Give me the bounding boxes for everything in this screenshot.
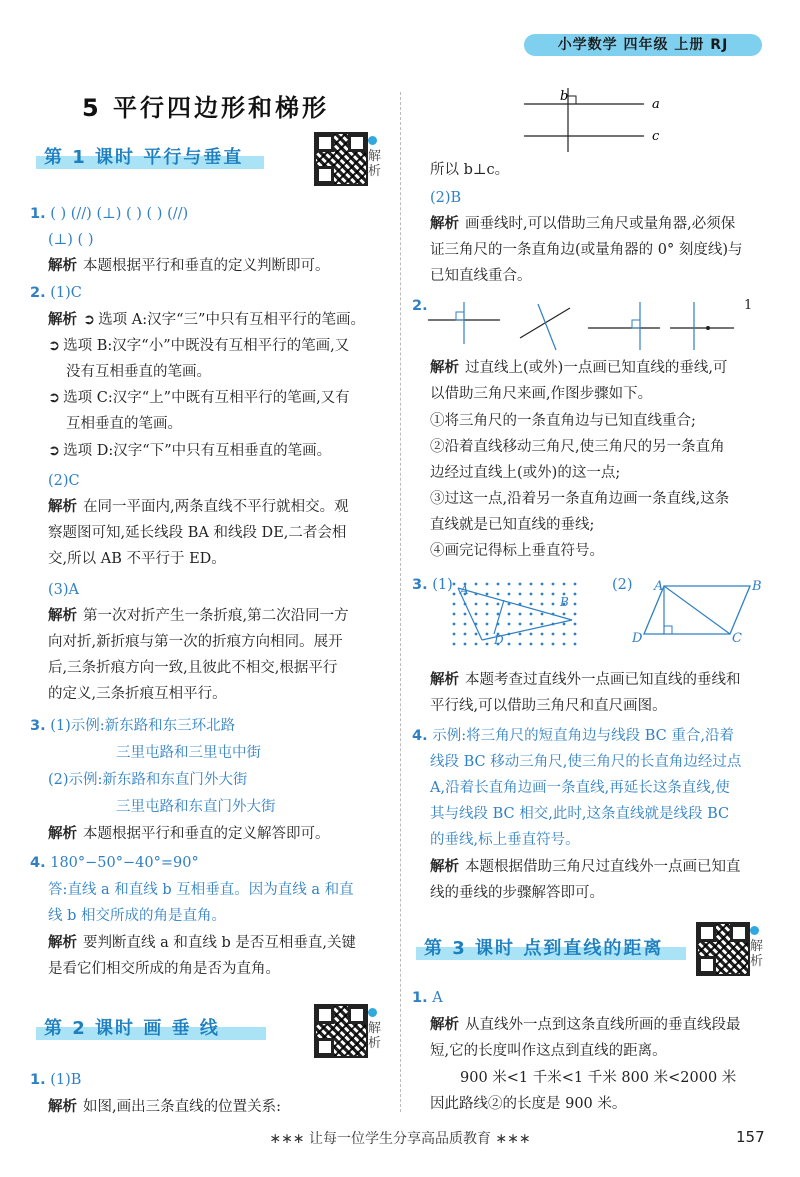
analysis-tag: 解析	[430, 859, 459, 875]
grid-dot	[530, 583, 533, 586]
analysis-text: 过直线上(或外)一点画已知直线的垂线,可	[465, 360, 728, 376]
grid-dot	[497, 603, 500, 606]
analysis-text: 选项 C:汉字“上”中既有互相平行的笔画,又有	[63, 390, 350, 406]
grid-dot	[486, 603, 489, 606]
grid-dot	[541, 583, 544, 586]
question-number: 1.	[30, 1072, 46, 1088]
grid-dot	[563, 633, 566, 636]
question-number: 3.	[412, 577, 428, 593]
grid-dot	[497, 583, 500, 586]
page-number: 157	[736, 1128, 765, 1146]
label-c: c	[652, 129, 660, 144]
label-c: C	[732, 631, 742, 646]
question-number: 2.	[412, 298, 428, 314]
play-icon	[368, 136, 377, 145]
analysis-tag: 解析	[48, 1099, 77, 1115]
analysis-text: ②沿着直线移动三角尺,使三角尺的另一条直角	[430, 439, 725, 455]
analysis-text: 因此路线②的长度是 900 米。	[430, 1096, 627, 1112]
grid-dot	[519, 643, 522, 646]
grid-dot	[530, 633, 533, 636]
grid-dot	[574, 633, 577, 636]
grid-dot	[541, 623, 544, 626]
grid-dot	[475, 603, 478, 606]
analysis-tag: 解析	[430, 216, 459, 232]
analysis-text: 直线就是已知直线的垂线;	[430, 517, 595, 533]
analysis-text: 边经过直线上(或外)的这一点;	[430, 465, 621, 481]
analysis-text: 短,它的长度叫作这点到直线的距离。	[430, 1043, 667, 1059]
answer-text: (2)B	[430, 190, 462, 206]
analysis-text: 从直线外一点到这条直线所画的垂直线段最	[465, 1017, 741, 1033]
grid-dot	[541, 613, 544, 616]
answer-text: 线 b 相交所成的角是直角。	[48, 908, 226, 924]
play-icon	[750, 926, 759, 935]
grid-dot	[464, 613, 467, 616]
grid-dot	[574, 603, 577, 606]
grid-dot	[552, 603, 555, 606]
grid-dot	[453, 583, 456, 586]
parallelogram-figure	[630, 578, 770, 648]
grid-dot	[519, 613, 522, 616]
analysis-text: 本题根据借助三角尺过直线外一点画已知直	[465, 859, 741, 875]
answer-text: (1)示例:新东路和东三环北路	[50, 718, 236, 734]
analysis-text: 在同一平面内,两条直线不平行就相交。观	[83, 499, 349, 515]
grid-dot	[574, 643, 577, 646]
lesson-3-title: 第 3 课时 点到直线的距离	[416, 936, 686, 962]
label-a: A	[460, 583, 469, 597]
analysis-tag: 解析	[48, 312, 77, 328]
analysis-tag: 解析	[430, 1017, 459, 1033]
answer-text: (⊥) ( )	[48, 232, 94, 248]
answer-text: 示例:将三角尺的短直角边与线段 BC 重合,沿着	[432, 728, 734, 744]
answer-text: A	[432, 990, 443, 1006]
grid-dot	[541, 603, 544, 606]
grid-dot	[552, 583, 555, 586]
grid-dot	[530, 603, 533, 606]
grid-dot	[541, 643, 544, 646]
analysis-text: 向对折,新折痕与第一次的折痕方向相同。展开	[48, 634, 343, 650]
analysis-tag: 解析	[430, 360, 459, 376]
analysis-text: ④画完记得标上垂直符号。	[430, 543, 604, 559]
grid-dot	[453, 613, 456, 616]
grid-dot	[453, 593, 456, 596]
grid-dot	[475, 613, 478, 616]
grid-dot	[475, 643, 478, 646]
grid-dot	[563, 623, 566, 626]
grid-dot	[453, 603, 456, 606]
label-d: D	[632, 631, 643, 646]
answer-text: 180°−50°−40°=90°	[50, 855, 199, 871]
answer-text: 其与线段 BC 相交,此时,这条直线就是线段 BC	[430, 806, 730, 822]
analysis-text: 选项 D:汉字“下”中只有互相垂直的笔画。	[63, 443, 332, 459]
label-b: b	[560, 89, 569, 104]
grid-dot	[508, 623, 511, 626]
answer-text: 三里屯路和东直门外大街	[116, 799, 276, 815]
label-d: D	[494, 633, 504, 647]
dot-grid-figure	[450, 580, 590, 652]
question-number: 2.	[30, 285, 46, 301]
analysis-text: ①将三角尺的一条直角边与已知直线重合;	[430, 413, 696, 429]
grid-dot	[519, 583, 522, 586]
perpendicular-drawings	[420, 298, 740, 358]
grid-dot	[475, 633, 478, 636]
answer-text: (1)C	[50, 285, 82, 301]
grid-dot	[530, 623, 533, 626]
column-divider	[400, 92, 401, 1112]
label-a: a	[652, 97, 660, 112]
label-a: A	[654, 579, 664, 594]
analysis-text: 证三角尺的一条直角边(或量角器的 0° 刻度线)与	[430, 242, 743, 258]
grid-dot	[453, 633, 456, 636]
analysis-text: 选项 B:汉字“小”中既没有互相平行的笔画,又	[63, 338, 350, 354]
question-number: 1.	[412, 990, 428, 1006]
chapter-title: 5 平行四边形和梯形	[82, 94, 330, 122]
grid-dot	[574, 583, 577, 586]
analysis-text: 画垂线时,可以借助三角尺或量角器,必须保	[465, 216, 736, 232]
lines-figure	[520, 86, 660, 156]
question-number: 4.	[412, 728, 428, 744]
side-note: 1	[744, 298, 753, 313]
question-number: 3.	[30, 718, 46, 734]
grid-dot	[530, 643, 533, 646]
grid-dot	[453, 643, 456, 646]
grid-dot	[497, 593, 500, 596]
arrow-icon: ➲	[48, 338, 61, 354]
grid-dot	[508, 593, 511, 596]
analysis-text: 互相垂直的笔画。	[66, 416, 182, 432]
grid-dot	[552, 643, 555, 646]
analysis-tag: 解析	[430, 672, 459, 688]
grid-dot	[519, 593, 522, 596]
arrow-icon: ➲	[48, 443, 61, 459]
analysis-text: ③过这一点,沿着另一条直角边画一条直线,这条	[430, 491, 730, 507]
grid-dot	[464, 633, 467, 636]
analysis-text: 交,所以 AB 不平行于 ED。	[48, 551, 226, 567]
grid-dot	[475, 583, 478, 586]
analysis-tag: 解析	[48, 258, 77, 274]
analysis-tag: 解析	[48, 935, 77, 951]
analysis-tag: 解析	[48, 499, 77, 515]
grid-dot	[453, 623, 456, 626]
analysis-text: 选项 A:汉字“三”中只有互相平行的笔画。	[98, 312, 365, 328]
grid-dot	[508, 583, 511, 586]
answer-text: 所以 b⊥c。	[430, 162, 510, 178]
answer-text: (2)示例:新东路和东直门外大街	[48, 772, 248, 788]
answer-text: 线段 BC 移动三角尺,使三角尺的长直角边经过点	[430, 754, 742, 770]
analysis-text: 后,三条折痕方向一致,且彼此不相交,根据平行	[48, 660, 338, 676]
answer-text: (1)B	[50, 1072, 82, 1088]
analysis-text: 的定义,三条折痕互相平行。	[48, 686, 227, 702]
grid-dot	[574, 593, 577, 596]
qr-label: 解析	[368, 134, 384, 179]
grid-dot	[519, 633, 522, 636]
analysis-text: 没有互相垂直的笔画。	[66, 364, 211, 380]
grid-dot	[464, 643, 467, 646]
arrow-icon: ➲	[83, 312, 96, 328]
grid-dot	[508, 613, 511, 616]
grid-dot	[530, 613, 533, 616]
qr-code-icon[interactable]	[314, 132, 368, 186]
qr-label: 解析	[368, 1006, 384, 1051]
grid-dot	[552, 633, 555, 636]
grid-dot	[563, 613, 566, 616]
header-badge: 小学数学 四年级 上册 RJ	[524, 34, 762, 56]
analysis-text: 平行线,可以借助三角尺和直尺画图。	[430, 698, 667, 714]
analysis-text: 以借助三角尺来画,作图步骤如下。	[430, 386, 653, 402]
grid-dot	[464, 623, 467, 626]
analysis-text: 已知直线重合。	[430, 268, 532, 284]
analysis-text: 900 米<1 千米<1 千米 800 米<2000 米	[460, 1070, 737, 1086]
question-number: 1.	[30, 206, 46, 222]
answer-text: (2)C	[48, 473, 80, 489]
grid-dot	[541, 633, 544, 636]
analysis-tag: 解析	[48, 826, 77, 842]
label-b: B	[560, 595, 569, 609]
qr-code-icon[interactable]	[696, 922, 750, 976]
grid-dot	[563, 583, 566, 586]
grid-dot	[486, 643, 489, 646]
analysis-text: 要判断直线 a 和直线 b 是否互相垂直,关键	[83, 935, 356, 951]
grid-dot	[541, 593, 544, 596]
part-label: (1)	[432, 577, 453, 593]
answer-text: 三里屯路和三里屯中街	[116, 745, 261, 761]
grid-dot	[486, 593, 489, 596]
question-number: 4.	[30, 855, 46, 871]
analysis-text: 本题考查过直线外一点画已知直线的垂线和	[465, 672, 741, 688]
answer-text: 答:直线 a 和直线 b 互相垂直。因为直线 a 和直	[48, 882, 354, 898]
footer-slogan: ∗∗∗ 让每一位学生分享高品质教育 ∗∗∗	[269, 1131, 531, 1147]
label-b: B	[752, 579, 762, 594]
analysis-text: 线的垂线的步骤解答即可。	[430, 885, 604, 901]
lesson-1-title: 第 1 课时 平行与垂直	[36, 145, 264, 171]
grid-dot	[486, 633, 489, 636]
lesson-2-title: 第 2 课时 画 垂 线	[36, 1016, 266, 1042]
grid-dot	[563, 643, 566, 646]
analysis-text: 是看它们相交所成的角是否为直角。	[48, 961, 280, 977]
analysis-text: 本题根据平行和垂直的定义解答即可。	[83, 826, 330, 842]
grid-dot	[486, 583, 489, 586]
grid-dot	[508, 643, 511, 646]
answer-text: (3)A	[48, 582, 80, 598]
analysis-tag: 解析	[48, 608, 77, 624]
analysis-text: 本题根据平行和垂直的定义判断即可。	[83, 258, 330, 274]
analysis-text: 察题图可知,延长线段 BA 和线段 DE,二者会相	[48, 525, 347, 541]
grid-dot	[530, 593, 533, 596]
qr-label: 解析	[750, 924, 766, 969]
grid-dot	[519, 623, 522, 626]
grid-dot	[486, 623, 489, 626]
answer-text: ( ) (//) (⊥) ( ) ( ) (//)	[50, 206, 189, 222]
answer-text: A,沿着长直角边画一条直线,再延长这条直线,使	[430, 780, 730, 796]
analysis-text: 第一次对折产生一条折痕,第二次沿同一方	[83, 608, 349, 624]
play-icon	[368, 1008, 377, 1017]
grid-dot	[574, 623, 577, 626]
arrow-icon: ➲	[48, 390, 61, 406]
grid-dot	[486, 613, 489, 616]
qr-code-icon[interactable]	[314, 1004, 368, 1058]
answer-text: 的垂线,标上垂直符号。	[430, 832, 580, 848]
grid-dot	[552, 593, 555, 596]
part-label: (2)	[612, 577, 633, 593]
grid-dot	[574, 613, 577, 616]
analysis-text: 如图,画出三条直线的位置关系:	[83, 1099, 281, 1115]
